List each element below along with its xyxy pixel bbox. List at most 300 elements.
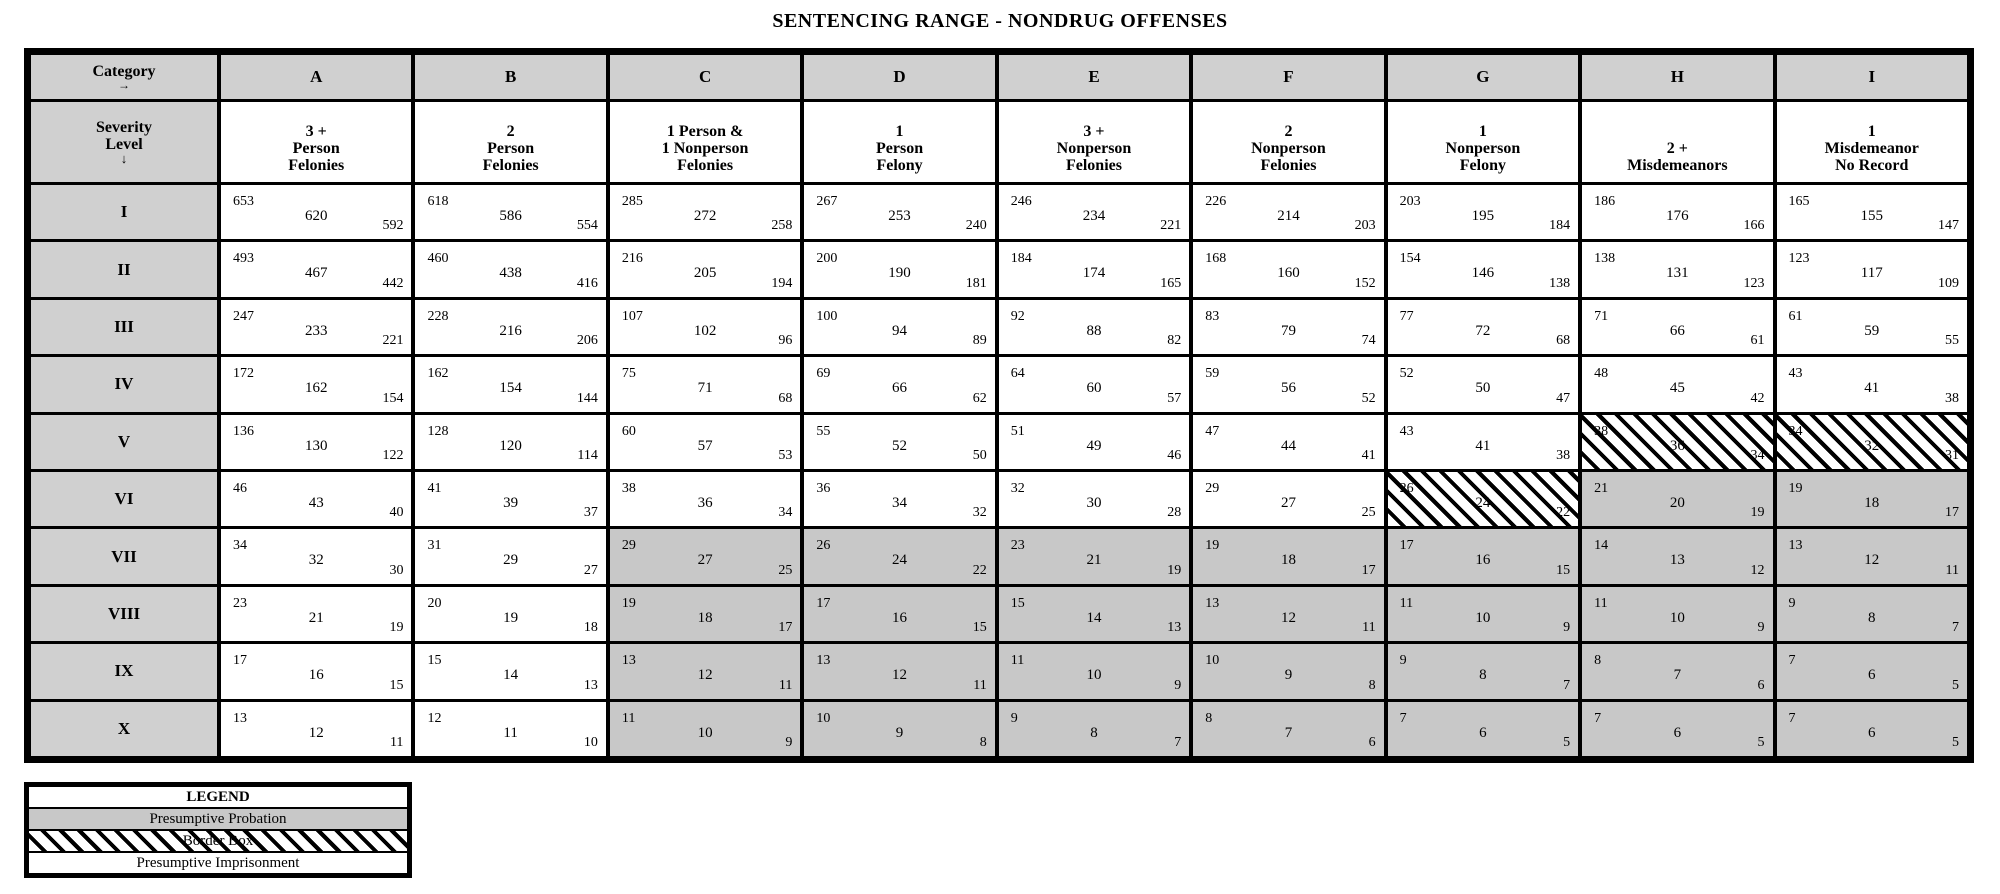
- standard-value: 10: [1086, 667, 1102, 684]
- mitigated-value: 57: [1167, 390, 1182, 406]
- mitigated-value: 34: [778, 505, 793, 521]
- mitigated-value: 138: [1549, 275, 1571, 291]
- grid-cell: [610, 185, 800, 239]
- standard-value: 195: [1471, 208, 1495, 224]
- aggravated-value: 55: [816, 423, 831, 439]
- page-title: SENTENCING RANGE - NONDRUG OFFENSES: [772, 10, 1228, 32]
- grid-cell: [1388, 357, 1578, 411]
- severity-level-v: V: [31, 415, 217, 469]
- standard-value: 72: [1475, 322, 1491, 339]
- mitigated-value: 34: [1750, 448, 1765, 463]
- aggravated-value: 8: [1594, 653, 1602, 669]
- standard-value: 12: [892, 667, 908, 684]
- grid-cell-probation: [1777, 529, 1967, 583]
- column-description-line: Felonies: [288, 157, 345, 174]
- aggravated-value: 92: [1010, 308, 1025, 324]
- column-description-line: Nonperson: [1445, 140, 1521, 157]
- grid-cell: [415, 702, 605, 756]
- grid-cell: [1388, 185, 1578, 239]
- aggravated-value: 172: [233, 366, 254, 382]
- standard-value: 10: [1475, 609, 1491, 626]
- aggravated-value: 17: [1399, 538, 1414, 554]
- standard-value: 160: [1277, 265, 1300, 282]
- grid-cell-probation: [804, 529, 994, 583]
- mitigated-value: 38: [1944, 390, 1959, 406]
- mitigated-value: 37: [583, 505, 598, 521]
- grid-cell: [415, 472, 605, 526]
- grid-cell: [1388, 415, 1578, 469]
- aggravated-value: 64: [1010, 366, 1025, 382]
- column-description-line: Nonperson: [1251, 140, 1326, 157]
- severity-level-ii: II: [31, 242, 217, 296]
- standard-value: 253: [888, 208, 911, 224]
- severity-level-iv: IV: [31, 357, 217, 411]
- aggravated-value: 216: [621, 251, 643, 267]
- grid-cell-probation: [1193, 644, 1383, 698]
- aggravated-value: 41: [427, 481, 442, 496]
- aggravated-value: 10: [816, 710, 831, 726]
- column-description-line: Person: [292, 140, 340, 157]
- mitigated-value: 9: [1174, 677, 1182, 693]
- standard-value: 216: [499, 322, 522, 339]
- standard-value: 11: [503, 724, 518, 741]
- standard-value: 94: [892, 322, 908, 339]
- aggravated-value: 11: [1399, 595, 1414, 611]
- standard-value: 36: [1669, 437, 1685, 454]
- grid-cell: [415, 415, 605, 469]
- standard-value: 21: [308, 609, 324, 626]
- column-description-line: 1: [1478, 123, 1487, 140]
- column-description-c: [610, 102, 800, 182]
- aggravated-value: 14: [1594, 538, 1609, 554]
- grid-cell: [221, 702, 411, 756]
- grid-cell: [1582, 242, 1772, 296]
- grid-cell-probation: [1777, 587, 1967, 641]
- standard-value: 620: [304, 208, 328, 224]
- grid-cell: [804, 242, 994, 296]
- mitigated-value: 6: [1757, 677, 1765, 693]
- mitigated-value: 5: [1563, 735, 1571, 750]
- mitigated-value: 62: [972, 390, 987, 406]
- mitigated-value: 15: [389, 677, 404, 693]
- grid-cell-probation: [1582, 529, 1772, 583]
- level-label: Level: [105, 136, 143, 153]
- standard-value: 41: [1475, 437, 1491, 454]
- standard-value: 18: [697, 609, 713, 626]
- severity-level-header: [31, 102, 217, 182]
- column-description-line: 1: [895, 123, 904, 140]
- mitigated-value: 221: [382, 333, 404, 349]
- column-description-line: Felonies: [1260, 157, 1317, 174]
- mitigated-value: 221: [1160, 218, 1182, 234]
- aggravated-value: 15: [1010, 595, 1025, 611]
- mitigated-value: 53: [778, 448, 793, 463]
- mitigated-value: 52: [1361, 390, 1376, 406]
- standard-value: 29: [503, 552, 519, 569]
- mitigated-value: 17: [778, 620, 793, 636]
- aggravated-value: 20: [427, 595, 442, 611]
- grid-cell: [1388, 300, 1578, 354]
- standard-value: 12: [1864, 552, 1880, 569]
- aggravated-value: 77: [1399, 308, 1414, 324]
- mitigated-value: 109: [1937, 275, 1959, 291]
- mitigated-value: 89: [972, 333, 987, 349]
- severity-level-ix: IX: [31, 644, 217, 698]
- standard-value: 27: [697, 552, 713, 569]
- grid-cell-probation: [1388, 644, 1578, 698]
- grid-cell: [415, 242, 605, 296]
- grid-cell: [1777, 185, 1967, 239]
- column-description-g: [1388, 102, 1578, 182]
- column-description-line: 1 Person &: [666, 123, 744, 140]
- grid-cell: [221, 185, 411, 239]
- mitigated-value: 32: [972, 505, 987, 521]
- aggravated-value: 11: [621, 710, 636, 726]
- mitigated-value: 554: [576, 218, 598, 234]
- grid-cell-border-box: [1388, 472, 1578, 526]
- aggravated-value: 29: [621, 538, 636, 554]
- mitigated-value: 416: [576, 275, 598, 291]
- column-description-i: [1777, 102, 1967, 182]
- aggravated-value: 51: [1010, 423, 1025, 439]
- standard-value: 12: [308, 724, 324, 741]
- mitigated-value: 114: [577, 448, 598, 463]
- standard-value: 10: [697, 724, 713, 741]
- aggravated-value: 7: [1594, 710, 1602, 726]
- column-description-a: [221, 102, 411, 182]
- aggravated-value: 136: [233, 423, 254, 439]
- mitigated-value: 31: [1944, 448, 1959, 463]
- standard-value: 20: [1669, 495, 1685, 511]
- grid-cell-probation: [804, 644, 994, 698]
- mitigated-value: 17: [1361, 562, 1376, 578]
- mitigated-value: 68: [778, 390, 793, 406]
- column-description-e: [999, 102, 1189, 182]
- aggravated-value: 11: [1594, 595, 1608, 611]
- severity-level-x: X: [31, 702, 217, 756]
- aggravated-value: 19: [1205, 538, 1220, 554]
- standard-value: 6: [1479, 724, 1487, 741]
- column-description-line: Felonies: [1065, 157, 1122, 174]
- mitigated-value: 13: [1167, 620, 1182, 636]
- sentencing-grid-frame: [24, 48, 1974, 763]
- aggravated-value: 13: [1205, 595, 1220, 611]
- category-arrow-icon: →: [118, 78, 130, 92]
- column-description-line: Nonperson: [1056, 140, 1132, 157]
- mitigated-value: 8: [979, 735, 987, 750]
- grid-cell: [1582, 300, 1772, 354]
- grid-cell-probation: [1582, 702, 1772, 756]
- aggravated-value: 23: [1010, 538, 1025, 554]
- mitigated-value: 13: [583, 677, 598, 693]
- grid-cell: [221, 644, 411, 698]
- grid-cell: [221, 415, 411, 469]
- mitigated-value: 25: [778, 562, 793, 578]
- standard-value: 586: [499, 208, 522, 224]
- standard-value: 120: [499, 437, 522, 454]
- standard-value: 44: [1280, 437, 1296, 454]
- aggravated-value: 69: [816, 366, 831, 382]
- mitigated-value: 22: [1556, 505, 1571, 521]
- aggravated-value: 17: [233, 653, 247, 669]
- standard-value: 27: [1280, 495, 1296, 511]
- mitigated-value: 5: [1951, 677, 1959, 693]
- aggravated-value: 59: [1205, 366, 1220, 382]
- standard-value: 12: [697, 667, 713, 684]
- aggravated-value: 17: [816, 595, 831, 611]
- mitigated-value: 122: [382, 448, 404, 463]
- mitigated-value: 19: [389, 620, 404, 636]
- level-arrow-icon: ↓: [120, 151, 128, 166]
- standard-value: 71: [697, 380, 713, 397]
- mitigated-value: 19: [1750, 505, 1765, 521]
- standard-value: 32: [1864, 437, 1880, 454]
- aggravated-value: 138: [1594, 251, 1616, 267]
- grid-cell-probation: [999, 702, 1189, 756]
- mitigated-value: 166: [1743, 218, 1765, 234]
- aggravated-value: 19: [1788, 481, 1803, 496]
- grid-cell: [1777, 242, 1967, 296]
- standard-value: 18: [1864, 495, 1880, 511]
- standard-value: 272: [693, 208, 717, 224]
- legend-presumptive-probation: Presumptive Probation: [29, 809, 407, 829]
- standard-value: 9: [895, 724, 904, 741]
- mitigated-value: 5: [1951, 735, 1959, 750]
- aggravated-value: 246: [1010, 194, 1032, 209]
- aggravated-value: 123: [1788, 251, 1810, 267]
- column-description-line: 1 Nonperson: [661, 140, 749, 157]
- grid-cell-probation: [610, 529, 800, 583]
- mitigated-value: 11: [973, 677, 987, 693]
- grid-cell: [221, 529, 411, 583]
- column-description-b: [415, 102, 605, 182]
- mitigated-value: 7: [1174, 735, 1182, 750]
- mitigated-value: 203: [1354, 218, 1376, 234]
- aggravated-value: 162: [427, 366, 449, 382]
- mitigated-value: 154: [382, 390, 404, 406]
- mitigated-value: 123: [1743, 275, 1765, 291]
- legend-border-box: [29, 831, 407, 851]
- aggravated-value: 60: [621, 423, 636, 439]
- mitigated-value: 592: [382, 218, 404, 234]
- aggravated-value: 34: [233, 538, 247, 554]
- column-description-line: 2: [506, 123, 515, 140]
- column-description-line: 2 +: [1666, 140, 1688, 157]
- aggravated-value: 52: [1399, 366, 1414, 382]
- aggravated-value: 186: [1594, 194, 1616, 209]
- grid-cell-probation: [999, 587, 1189, 641]
- grid-cell: [804, 472, 994, 526]
- standard-value: 21: [1086, 552, 1102, 569]
- standard-value: 24: [892, 552, 908, 569]
- column-letter-h: H: [1582, 55, 1772, 99]
- standard-value: 214: [1277, 208, 1300, 224]
- mitigated-value: 7: [1951, 620, 1959, 636]
- grid-cell: [610, 300, 800, 354]
- grid-cell-border-box: [1582, 415, 1772, 469]
- mitigated-value: 11: [1945, 562, 1959, 578]
- standard-value: 9: [1284, 667, 1293, 684]
- aggravated-value: 200: [816, 251, 838, 267]
- standard-value: 117: [1860, 265, 1883, 282]
- severity-level-i: I: [31, 185, 217, 239]
- grid-cell: [415, 644, 605, 698]
- standard-value: 6: [1868, 667, 1876, 684]
- grid-cell-probation: [999, 644, 1189, 698]
- standard-value: 12: [1280, 609, 1296, 626]
- standard-value: 57: [697, 437, 713, 454]
- grid-cell-probation: [1582, 644, 1772, 698]
- mitigated-value: 18: [583, 620, 598, 636]
- aggravated-value: 9: [1399, 653, 1407, 669]
- standard-value: 438: [499, 265, 522, 282]
- grid-cell: [999, 185, 1189, 239]
- mitigated-value: 9: [1563, 620, 1571, 636]
- grid-cell: [610, 357, 800, 411]
- standard-value: 34: [892, 495, 908, 511]
- grid-cell-probation: [610, 702, 800, 756]
- aggravated-value: 13: [816, 653, 831, 669]
- aggravated-value: 267: [816, 194, 838, 209]
- column-description-line: 2: [1284, 123, 1293, 140]
- aggravated-value: 46: [233, 481, 247, 496]
- column-description-line: Person: [487, 140, 535, 157]
- mitigated-value: 11: [778, 677, 793, 693]
- grid-cell: [1582, 185, 1772, 239]
- aggravated-value: 226: [1205, 194, 1227, 209]
- aggravated-value: 71: [1594, 308, 1609, 324]
- mitigated-value: 240: [965, 218, 987, 234]
- grid-cell-probation: [1193, 702, 1383, 756]
- standard-value: 50: [1475, 380, 1491, 397]
- aggravated-value: 34: [1788, 423, 1803, 439]
- column-letter-d: D: [804, 55, 994, 99]
- standard-value: 49: [1086, 437, 1102, 454]
- standard-value: 16: [308, 667, 324, 684]
- grid-cell-border-box: [1777, 415, 1967, 469]
- grid-cell-probation: [1582, 587, 1772, 641]
- aggravated-value: 107: [621, 308, 643, 324]
- mitigated-value: 17: [1944, 505, 1959, 521]
- grid-cell-probation: [1388, 529, 1578, 583]
- grid-cell-probation: [804, 587, 994, 641]
- grid-cell: [1193, 415, 1383, 469]
- mitigated-value: 46: [1167, 448, 1182, 463]
- aggravated-value: 285: [621, 194, 643, 209]
- standard-value: 79: [1280, 322, 1296, 339]
- category-header: [31, 55, 217, 99]
- mitigated-value: 96: [778, 333, 793, 349]
- grid-cell: [1777, 300, 1967, 354]
- grid-cell: [415, 587, 605, 641]
- column-description-line: 3 +: [305, 123, 327, 140]
- grid-cell-probation: [1777, 472, 1967, 526]
- standard-value: 14: [503, 667, 519, 684]
- legend-presumptive-imprisonment: Presumptive Imprisonment: [29, 853, 407, 873]
- grid-cell: [610, 415, 800, 469]
- aggravated-value: 43: [1399, 423, 1414, 439]
- grid-cell-probation: [1193, 587, 1383, 641]
- grid-cell-probation: [1777, 702, 1967, 756]
- grid-cell-probation: [1777, 644, 1967, 698]
- standard-value: 41: [1864, 380, 1880, 397]
- standard-value: 13: [1669, 552, 1685, 569]
- legend: [24, 782, 412, 878]
- aggravated-value: 61: [1788, 308, 1803, 324]
- standard-value: 66: [1669, 322, 1685, 339]
- aggravated-value: 8: [1205, 710, 1213, 726]
- aggravated-value: 19: [621, 595, 636, 611]
- grid-cell: [610, 472, 800, 526]
- grid-cell-probation: [999, 529, 1189, 583]
- standard-value: 59: [1864, 322, 1880, 339]
- standard-value: 45: [1669, 380, 1685, 397]
- standard-value: 16: [892, 609, 908, 626]
- grid-cell-probation: [804, 702, 994, 756]
- category-label: Category: [92, 63, 156, 80]
- grid-cell: [999, 472, 1189, 526]
- grid-cell-probation: [610, 644, 800, 698]
- standard-value: 66: [892, 380, 908, 397]
- mitigated-value: 152: [1354, 275, 1376, 291]
- column-description-line: 3 +: [1083, 123, 1105, 140]
- mitigated-value: 442: [382, 275, 404, 291]
- grid-cell: [999, 300, 1189, 354]
- aggravated-value: 493: [233, 251, 254, 267]
- standard-value: 155: [1860, 208, 1884, 224]
- aggravated-value: 38: [1594, 423, 1609, 439]
- standard-value: 30: [1086, 495, 1102, 511]
- aggravated-value: 653: [233, 194, 254, 209]
- aggravated-value: 168: [1205, 251, 1227, 267]
- aggravated-value: 26: [816, 538, 831, 554]
- standard-value: 10: [1669, 609, 1685, 626]
- mitigated-value: 184: [1549, 218, 1571, 234]
- mitigated-value: 68: [1556, 333, 1571, 349]
- standard-value: 6: [1673, 724, 1682, 741]
- severity-level-iii: III: [31, 300, 217, 354]
- standard-value: 43: [308, 495, 324, 511]
- aggravated-value: 9: [1010, 710, 1018, 726]
- grid-cell: [1193, 472, 1383, 526]
- standard-value: 176: [1666, 208, 1689, 224]
- aggravated-value: 7: [1399, 710, 1407, 726]
- mitigated-value: 9: [785, 735, 793, 750]
- column-letter-f: F: [1193, 55, 1383, 99]
- grid-cell: [415, 300, 605, 354]
- mitigated-value: 27: [583, 562, 598, 578]
- mitigated-value: 194: [771, 275, 793, 291]
- grid-cell: [1193, 185, 1383, 239]
- aggravated-value: 36: [816, 481, 831, 496]
- mitigated-value: 28: [1167, 505, 1182, 521]
- column-description-line: Misdemeanors: [1627, 157, 1728, 174]
- mitigated-value: 19: [1167, 562, 1182, 578]
- standard-value: 56: [1280, 380, 1296, 397]
- column-description-d: [804, 102, 994, 182]
- grid-cell-probation: [610, 587, 800, 641]
- mitigated-value: 55: [1944, 333, 1959, 349]
- aggravated-value: 100: [816, 308, 838, 324]
- mitigated-value: 165: [1160, 275, 1182, 291]
- grid-cell: [221, 472, 411, 526]
- aggravated-value: 32: [1010, 481, 1025, 496]
- grid-cell: [1582, 357, 1772, 411]
- column-letter-i: I: [1777, 55, 1967, 99]
- standard-value: 146: [1471, 265, 1495, 282]
- standard-value: 6: [1868, 724, 1876, 741]
- mitigated-value: 10: [583, 735, 598, 750]
